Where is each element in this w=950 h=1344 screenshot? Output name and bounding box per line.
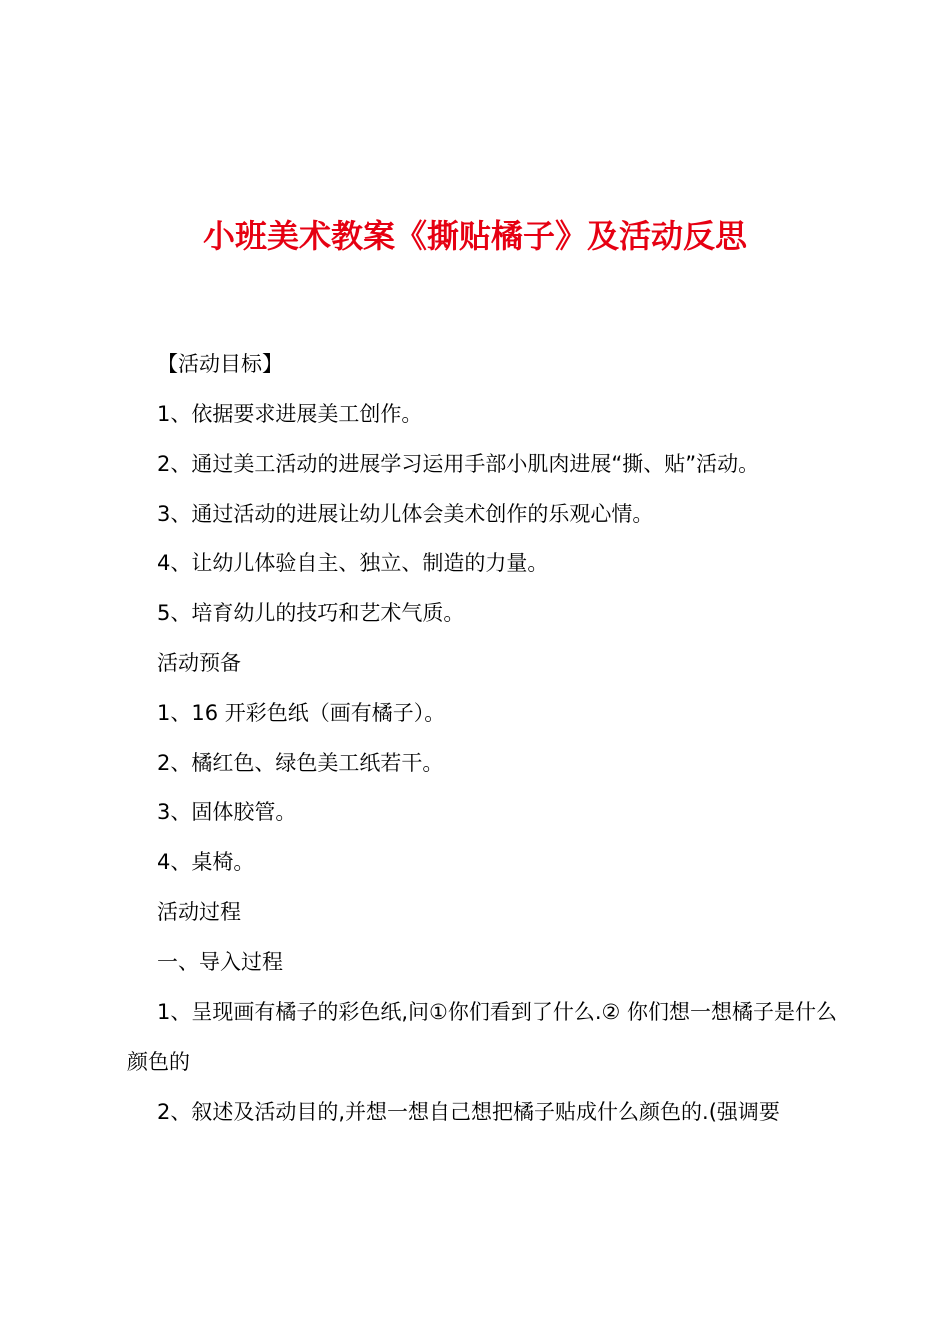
process-step-2: 2、叙述及活动目的,并想一想自己想把橘子贴成什么颜色的.(强调要 bbox=[157, 1100, 780, 1124]
section-heading-preparation: 活动预备 bbox=[157, 651, 241, 675]
preparation-item-3: 3、固体胶管。 bbox=[157, 800, 297, 824]
preparation-item-4: 4、桌椅。 bbox=[157, 850, 255, 874]
preparation-item-2: 2、橘红色、绿色美工纸若干。 bbox=[157, 751, 444, 775]
objective-item-1: 1、依据要求进展美工创作。 bbox=[157, 402, 423, 426]
objective-item-3: 3、通过活动的进展让幼儿体会美术创作的乐观心情。 bbox=[157, 502, 654, 526]
process-step-1: 1、呈现画有橘子的彩色纸,问①你们看到了什么.② 你们想一想橘子是什么颜色的 bbox=[127, 1000, 838, 1074]
objective-item-4: 4、让幼儿体验自主、独立、制造的力量。 bbox=[157, 551, 549, 575]
objective-item-5: 5、培育幼儿的技巧和艺术气质。 bbox=[157, 601, 465, 625]
section-heading-process: 活动过程 bbox=[157, 900, 241, 924]
objective-item-2: 2、通过美工活动的进展学习运用手部小肌肉进展“撕、贴”活动。 bbox=[157, 452, 760, 476]
preparation-item-1: 1、16 开彩色纸（画有橘子）。 bbox=[157, 701, 446, 725]
section-heading-objectives: 【活动目标】 bbox=[157, 352, 283, 376]
document-title: 小班美术教案《撕贴橘子》及活动反思 bbox=[202, 217, 747, 255]
process-subheading-intro: 一、导入过程 bbox=[157, 950, 283, 974]
